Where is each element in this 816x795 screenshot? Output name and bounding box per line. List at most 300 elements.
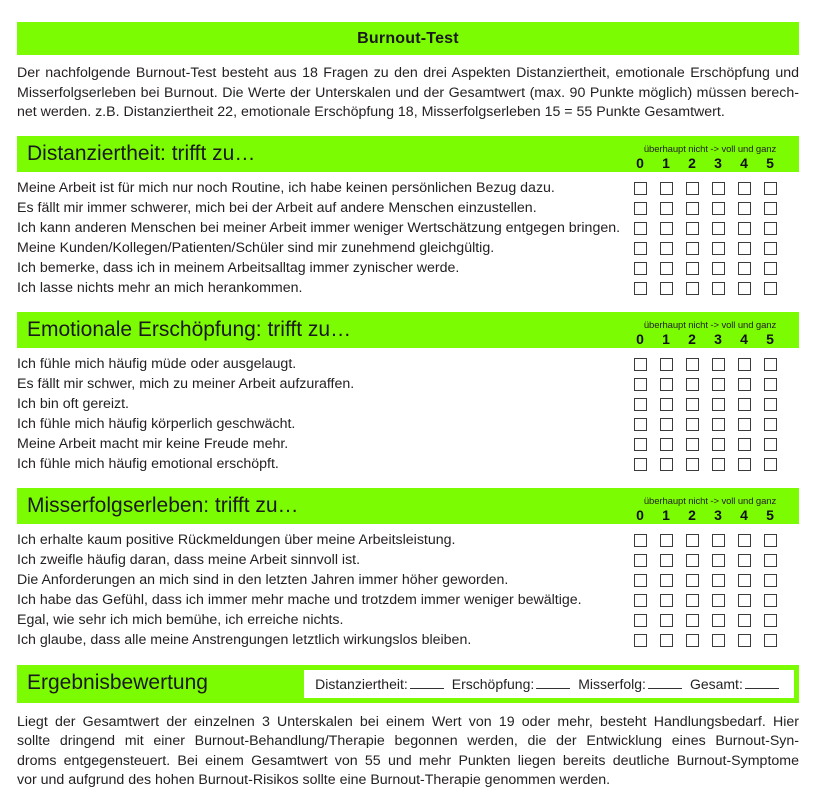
answer-checkbox[interactable] bbox=[660, 634, 673, 647]
answer-checkbox[interactable] bbox=[764, 202, 777, 215]
answer-checkbox[interactable] bbox=[712, 458, 725, 471]
answer-checkbox-cell[interactable] bbox=[731, 438, 757, 451]
outro-line: sollte dringend mit einer Burnout-Behandlung/Therapie begonnen werden, die der Entwicklung eines Burnout-Syn- bbox=[17, 733, 799, 749]
answer-checkbox-cell[interactable] bbox=[705, 182, 731, 195]
answer-checkbox[interactable] bbox=[634, 534, 647, 547]
answer-checkbox-group bbox=[623, 418, 799, 431]
answer-checkbox[interactable] bbox=[738, 282, 751, 295]
answer-checkbox[interactable] bbox=[634, 222, 647, 235]
answer-checkbox-cell[interactable] bbox=[653, 614, 679, 627]
answer-checkbox-cell[interactable] bbox=[731, 458, 757, 471]
answer-checkbox[interactable] bbox=[712, 282, 725, 295]
answer-checkbox-cell[interactable] bbox=[679, 358, 705, 371]
answer-checkbox-group bbox=[623, 182, 799, 195]
answer-checkbox-cell[interactable] bbox=[653, 378, 679, 391]
answer-checkbox-cell[interactable] bbox=[653, 418, 679, 431]
answer-checkbox-cell[interactable] bbox=[627, 438, 653, 451]
answer-checkbox-cell[interactable] bbox=[757, 398, 783, 411]
result-field-gesamt[interactable] bbox=[690, 676, 783, 692]
answer-checkbox-cell[interactable] bbox=[731, 634, 757, 647]
answer-checkbox-cell[interactable] bbox=[705, 222, 731, 235]
result-field-label: Erschöpfung: bbox=[451, 675, 535, 692]
answer-checkbox[interactable] bbox=[712, 222, 725, 235]
answer-checkbox-cell[interactable] bbox=[627, 614, 653, 627]
answer-checkbox-cell[interactable] bbox=[705, 554, 731, 567]
answer-checkbox[interactable] bbox=[738, 358, 751, 371]
answer-checkbox-group bbox=[623, 458, 799, 471]
answer-checkbox[interactable] bbox=[660, 534, 673, 547]
answer-checkbox[interactable] bbox=[764, 634, 777, 647]
answer-checkbox-cell[interactable] bbox=[627, 458, 653, 471]
answer-checkbox[interactable] bbox=[738, 594, 751, 607]
answer-checkbox-cell[interactable] bbox=[653, 398, 679, 411]
answer-checkbox-cell[interactable] bbox=[757, 594, 783, 607]
answer-checkbox[interactable] bbox=[764, 554, 777, 567]
answer-checkbox-cell[interactable] bbox=[679, 182, 705, 195]
answer-checkbox[interactable] bbox=[634, 554, 647, 567]
answer-checkbox[interactable] bbox=[712, 358, 725, 371]
answer-checkbox-cell[interactable] bbox=[757, 262, 783, 275]
question-row bbox=[17, 199, 799, 219]
answer-checkbox-cell[interactable] bbox=[705, 594, 731, 607]
answer-checkbox-cell[interactable] bbox=[627, 418, 653, 431]
answer-checkbox[interactable] bbox=[660, 614, 673, 627]
answer-checkbox-cell[interactable] bbox=[627, 242, 653, 255]
answer-checkbox[interactable] bbox=[660, 398, 673, 411]
result-field-blank[interactable] bbox=[745, 676, 779, 689]
answer-checkbox-cell[interactable] bbox=[627, 634, 653, 647]
answer-checkbox-group bbox=[623, 262, 799, 275]
answer-checkbox-cell[interactable] bbox=[679, 282, 705, 295]
question-list bbox=[17, 179, 799, 299]
answer-checkbox-cell[interactable] bbox=[679, 438, 705, 451]
result-field-label: Distanziertheit: bbox=[315, 675, 408, 692]
answer-checkbox-cell[interactable] bbox=[653, 358, 679, 371]
answer-checkbox[interactable] bbox=[634, 378, 647, 391]
answer-checkbox-cell[interactable] bbox=[731, 574, 757, 587]
answer-checkbox-cell[interactable] bbox=[757, 222, 783, 235]
result-field-blank[interactable] bbox=[648, 676, 682, 689]
answer-checkbox-cell[interactable] bbox=[653, 594, 679, 607]
answer-checkbox-cell[interactable] bbox=[627, 202, 653, 215]
scale-header bbox=[623, 496, 799, 524]
answer-checkbox[interactable] bbox=[712, 202, 725, 215]
answer-checkbox[interactable] bbox=[738, 458, 751, 471]
answer-checkbox-cell[interactable] bbox=[653, 458, 679, 471]
answer-checkbox[interactable] bbox=[738, 398, 751, 411]
answer-checkbox[interactable] bbox=[712, 398, 725, 411]
question-text: Ich fühle mich häufig körperlich geschwächt. bbox=[17, 416, 296, 432]
answer-checkbox[interactable] bbox=[712, 438, 725, 451]
result-score-fields[interactable] bbox=[304, 670, 794, 698]
answer-checkbox[interactable] bbox=[660, 242, 673, 255]
answer-checkbox-cell[interactable] bbox=[757, 202, 783, 215]
answer-checkbox[interactable] bbox=[764, 534, 777, 547]
answer-checkbox[interactable] bbox=[634, 398, 647, 411]
answer-checkbox[interactable] bbox=[738, 534, 751, 547]
answer-checkbox-cell[interactable] bbox=[653, 182, 679, 195]
answer-checkbox-cell[interactable] bbox=[757, 242, 783, 255]
answer-checkbox-cell[interactable] bbox=[653, 574, 679, 587]
answer-checkbox[interactable] bbox=[764, 438, 777, 451]
question-row bbox=[17, 531, 799, 551]
answer-checkbox[interactable] bbox=[660, 594, 673, 607]
answer-checkbox-cell[interactable] bbox=[705, 574, 731, 587]
answer-checkbox[interactable] bbox=[686, 398, 699, 411]
answer-checkbox-cell[interactable] bbox=[705, 202, 731, 215]
answer-checkbox[interactable] bbox=[764, 182, 777, 195]
intro-line: Der nachfolgende Burnout-Test besteht aus 18 Fragen zu den drei Aspekten Distanziertheit, emotionale Erschöpfung und bbox=[17, 65, 799, 81]
question-text: Ich habe das Gefühl, dass ich immer mehr mache und trotzdem immer weniger bewältige. bbox=[17, 592, 582, 608]
answer-checkbox-cell[interactable] bbox=[679, 378, 705, 391]
answer-checkbox-cell[interactable] bbox=[757, 418, 783, 431]
answer-checkbox-cell[interactable] bbox=[627, 182, 653, 195]
answer-checkbox-cell[interactable] bbox=[627, 222, 653, 235]
intro-line: net werden. z.B. Distanziertheit 22, emotionale Erschöpfung 18, Misserfolgserleben 15 = 55 Punkte Gesamtwert. bbox=[17, 104, 725, 120]
answer-checkbox-cell[interactable] bbox=[757, 554, 783, 567]
answer-checkbox-cell[interactable] bbox=[627, 574, 653, 587]
question-text: Ich zweifle häufig daran, dass meine Arbeit sinnvoll ist. bbox=[17, 552, 361, 568]
answer-checkbox[interactable] bbox=[660, 574, 673, 587]
answer-checkbox[interactable] bbox=[686, 182, 699, 195]
answer-checkbox[interactable] bbox=[738, 378, 751, 391]
answer-checkbox-cell[interactable] bbox=[627, 262, 653, 275]
answer-checkbox[interactable] bbox=[738, 222, 751, 235]
intro-line: Misserfolgserleben bei Burnout. Die Werte der Unterskalen und der Gesamtwert (max. 90 Punkte möglich) müssen berech- bbox=[17, 84, 799, 101]
scale-caption: überhaupt nicht -> voll und ganz bbox=[643, 319, 777, 331]
scale-number: 3 bbox=[714, 330, 722, 347]
answer-checkbox[interactable] bbox=[738, 574, 751, 587]
question-row bbox=[17, 631, 799, 651]
answer-checkbox[interactable] bbox=[686, 262, 699, 275]
question-row bbox=[17, 435, 799, 455]
answer-checkbox-group bbox=[623, 554, 799, 567]
answer-checkbox[interactable] bbox=[738, 202, 751, 215]
question-list bbox=[17, 531, 799, 651]
answer-checkbox[interactable] bbox=[660, 182, 673, 195]
answer-checkbox[interactable] bbox=[764, 378, 777, 391]
answer-checkbox-cell[interactable] bbox=[679, 534, 705, 547]
answer-checkbox[interactable] bbox=[686, 418, 699, 431]
answer-checkbox-cell[interactable] bbox=[757, 634, 783, 647]
answer-checkbox-cell[interactable] bbox=[627, 398, 653, 411]
answer-checkbox[interactable] bbox=[660, 358, 673, 371]
answer-checkbox[interactable] bbox=[764, 614, 777, 627]
answer-checkbox[interactable] bbox=[712, 594, 725, 607]
answer-checkbox[interactable] bbox=[712, 534, 725, 547]
answer-checkbox-cell[interactable] bbox=[731, 378, 757, 391]
answer-checkbox[interactable] bbox=[686, 534, 699, 547]
answer-checkbox[interactable] bbox=[634, 458, 647, 471]
answer-checkbox-cell[interactable] bbox=[653, 282, 679, 295]
answer-checkbox[interactable] bbox=[712, 614, 725, 627]
question-text: Meine Arbeit ist für mich nur noch Routine, ich habe keinen persönlichen Bezug dazu. bbox=[17, 180, 555, 196]
answer-checkbox-cell[interactable] bbox=[705, 418, 731, 431]
answer-checkbox-cell[interactable] bbox=[627, 534, 653, 547]
answer-checkbox-cell[interactable] bbox=[705, 398, 731, 411]
answer-checkbox[interactable] bbox=[634, 202, 647, 215]
answer-checkbox[interactable] bbox=[634, 594, 647, 607]
scale-caption: überhaupt nicht -> voll und ganz bbox=[643, 143, 777, 155]
question-text: Ich bemerke, dass ich in meinem Arbeitsalltag immer zynischer werde. bbox=[17, 260, 460, 276]
answer-checkbox[interactable] bbox=[686, 594, 699, 607]
answer-checkbox[interactable] bbox=[634, 418, 647, 431]
answer-checkbox[interactable] bbox=[738, 554, 751, 567]
scale-number: 5 bbox=[766, 506, 774, 523]
answer-checkbox[interactable] bbox=[660, 202, 673, 215]
answer-checkbox-cell[interactable] bbox=[653, 222, 679, 235]
answer-checkbox-cell[interactable] bbox=[731, 282, 757, 295]
answer-checkbox-cell[interactable] bbox=[679, 262, 705, 275]
answer-checkbox-cell[interactable] bbox=[679, 614, 705, 627]
answer-checkbox[interactable] bbox=[634, 438, 647, 451]
scale-number: 5 bbox=[766, 154, 774, 171]
answer-checkbox-cell[interactable] bbox=[653, 634, 679, 647]
result-field-distanziertheit[interactable] bbox=[315, 676, 448, 692]
scale-number: 2 bbox=[688, 506, 696, 523]
answer-checkbox-cell[interactable] bbox=[705, 282, 731, 295]
answer-checkbox-cell[interactable] bbox=[757, 378, 783, 391]
scale-number: 1 bbox=[662, 330, 670, 347]
answer-checkbox-group bbox=[623, 634, 799, 647]
answer-checkbox-cell[interactable] bbox=[679, 418, 705, 431]
question-text: Ich erhalte kaum positive Rückmeldungen über meine Arbeitsleistung. bbox=[17, 532, 456, 548]
section-header-band bbox=[17, 488, 799, 524]
answer-checkbox-cell[interactable] bbox=[679, 202, 705, 215]
answer-checkbox[interactable] bbox=[660, 554, 673, 567]
answer-checkbox[interactable] bbox=[686, 634, 699, 647]
outro-line: vor und aufgrund des hohen Burnout-Risikos sollte eine Burnout-Therapie genommen werden. bbox=[17, 772, 611, 788]
question-text: Die Anforderungen an mich sind in den letzten Jahren immer höher geworden. bbox=[17, 572, 509, 588]
answer-checkbox[interactable] bbox=[738, 634, 751, 647]
answer-checkbox-cell[interactable] bbox=[627, 554, 653, 567]
answer-checkbox-cell[interactable] bbox=[627, 358, 653, 371]
answer-checkbox[interactable] bbox=[660, 222, 673, 235]
answer-checkbox-cell[interactable] bbox=[731, 398, 757, 411]
scale-number: 4 bbox=[740, 154, 748, 171]
answer-checkbox[interactable] bbox=[686, 202, 699, 215]
answer-checkbox[interactable] bbox=[764, 242, 777, 255]
question-text: Ich bin oft gereizt. bbox=[17, 396, 129, 412]
answer-checkbox-cell[interactable] bbox=[627, 282, 653, 295]
answer-checkbox[interactable] bbox=[712, 574, 725, 587]
answer-checkbox-cell[interactable] bbox=[757, 534, 783, 547]
answer-checkbox[interactable] bbox=[660, 418, 673, 431]
answer-checkbox-cell[interactable] bbox=[731, 262, 757, 275]
section-title: Distanziertheit: trifft zu… bbox=[27, 141, 256, 165]
answer-checkbox[interactable] bbox=[686, 458, 699, 471]
question-row bbox=[17, 239, 799, 259]
answer-checkbox-cell[interactable] bbox=[679, 554, 705, 567]
answer-checkbox-cell[interactable] bbox=[653, 202, 679, 215]
question-row bbox=[17, 571, 799, 591]
answer-checkbox[interactable] bbox=[634, 358, 647, 371]
answer-checkbox[interactable] bbox=[634, 574, 647, 587]
answer-checkbox[interactable] bbox=[660, 262, 673, 275]
answer-checkbox-cell[interactable] bbox=[679, 458, 705, 471]
scale-number: 1 bbox=[662, 154, 670, 171]
answer-checkbox[interactable] bbox=[686, 242, 699, 255]
answer-checkbox[interactable] bbox=[738, 262, 751, 275]
answer-checkbox[interactable] bbox=[738, 418, 751, 431]
answer-checkbox-cell[interactable] bbox=[653, 438, 679, 451]
scale-numbers bbox=[623, 507, 797, 524]
answer-checkbox[interactable] bbox=[738, 438, 751, 451]
answer-checkbox-cell[interactable] bbox=[731, 554, 757, 567]
question-list bbox=[17, 355, 799, 475]
answer-checkbox-cell[interactable] bbox=[757, 182, 783, 195]
answer-checkbox-cell[interactable] bbox=[731, 614, 757, 627]
question-text: Ich glaube, dass alle meine Anstrengungen letztlich wirkungslos bleiben. bbox=[17, 632, 472, 648]
answer-checkbox[interactable] bbox=[634, 262, 647, 275]
question-text: Meine Arbeit macht mir keine Freude mehr. bbox=[17, 436, 289, 452]
question-text: Es fällt mir schwer, mich zu meiner Arbeit aufzuraffen. bbox=[17, 376, 355, 392]
answer-checkbox[interactable] bbox=[712, 418, 725, 431]
answer-checkbox[interactable] bbox=[686, 554, 699, 567]
answer-checkbox[interactable] bbox=[634, 242, 647, 255]
answer-checkbox-cell[interactable] bbox=[627, 594, 653, 607]
answer-checkbox[interactable] bbox=[764, 458, 777, 471]
result-field-label: Misserfolg: bbox=[578, 675, 646, 692]
answer-checkbox-group bbox=[623, 574, 799, 587]
answer-checkbox[interactable] bbox=[634, 614, 647, 627]
answer-checkbox-group bbox=[623, 438, 799, 451]
question-section bbox=[17, 488, 799, 651]
section-title: Misserfolgserleben: trifft zu… bbox=[27, 493, 299, 517]
answer-checkbox-cell[interactable] bbox=[705, 262, 731, 275]
answer-checkbox[interactable] bbox=[686, 358, 699, 371]
answer-checkbox[interactable] bbox=[764, 418, 777, 431]
answer-checkbox-cell[interactable] bbox=[679, 594, 705, 607]
answer-checkbox[interactable] bbox=[634, 634, 647, 647]
question-row bbox=[17, 179, 799, 199]
answer-checkbox[interactable] bbox=[712, 182, 725, 195]
answer-checkbox[interactable] bbox=[660, 458, 673, 471]
answer-checkbox-group bbox=[623, 282, 799, 295]
answer-checkbox[interactable] bbox=[712, 554, 725, 567]
scale-number: 1 bbox=[662, 506, 670, 523]
answer-checkbox-cell[interactable] bbox=[653, 554, 679, 567]
answer-checkbox-cell[interactable] bbox=[731, 358, 757, 371]
answer-checkbox-cell[interactable] bbox=[627, 378, 653, 391]
intro-paragraph bbox=[17, 64, 799, 123]
answer-checkbox[interactable] bbox=[634, 282, 647, 295]
answer-checkbox[interactable] bbox=[738, 242, 751, 255]
answer-checkbox-cell[interactable] bbox=[705, 438, 731, 451]
answer-checkbox[interactable] bbox=[764, 574, 777, 587]
answer-checkbox[interactable] bbox=[764, 262, 777, 275]
answer-checkbox-cell[interactable] bbox=[731, 242, 757, 255]
answer-checkbox-cell[interactable] bbox=[653, 262, 679, 275]
answer-checkbox-cell[interactable] bbox=[757, 438, 783, 451]
answer-checkbox-cell[interactable] bbox=[705, 534, 731, 547]
answer-checkbox[interactable] bbox=[738, 614, 751, 627]
answer-checkbox[interactable] bbox=[634, 182, 647, 195]
answer-checkbox[interactable] bbox=[686, 378, 699, 391]
answer-checkbox-cell[interactable] bbox=[705, 634, 731, 647]
answer-checkbox[interactable] bbox=[686, 574, 699, 587]
answer-checkbox-cell[interactable] bbox=[679, 398, 705, 411]
answer-checkbox[interactable] bbox=[660, 438, 673, 451]
outro-line: droms entgegensteuert. Bei einem Gesamtwert von 55 und mehr Punkten liegen bereits deutliche Burnout-Symptome bbox=[17, 752, 799, 769]
answer-checkbox-group bbox=[623, 614, 799, 627]
answer-checkbox-group bbox=[623, 534, 799, 547]
scale-numbers bbox=[623, 331, 797, 348]
answer-checkbox[interactable] bbox=[712, 242, 725, 255]
question-text: Ich fühle mich häufig müde oder ausgelaugt. bbox=[17, 356, 297, 372]
answer-checkbox-cell[interactable] bbox=[731, 202, 757, 215]
answer-checkbox-cell[interactable] bbox=[679, 222, 705, 235]
answer-checkbox-cell[interactable] bbox=[653, 534, 679, 547]
answer-checkbox[interactable] bbox=[738, 182, 751, 195]
answer-checkbox[interactable] bbox=[686, 222, 699, 235]
answer-checkbox-cell[interactable] bbox=[731, 534, 757, 547]
answer-checkbox-cell[interactable] bbox=[705, 358, 731, 371]
answer-checkbox[interactable] bbox=[764, 358, 777, 371]
answer-checkbox[interactable] bbox=[712, 262, 725, 275]
answer-checkbox-cell[interactable] bbox=[731, 418, 757, 431]
answer-checkbox[interactable] bbox=[686, 438, 699, 451]
answer-checkbox-cell[interactable] bbox=[679, 574, 705, 587]
question-section bbox=[17, 136, 799, 299]
result-field-erschoepfung[interactable] bbox=[452, 676, 575, 692]
answer-checkbox[interactable] bbox=[686, 282, 699, 295]
answer-checkbox[interactable] bbox=[686, 614, 699, 627]
question-row bbox=[17, 591, 799, 611]
answer-checkbox-cell[interactable] bbox=[705, 242, 731, 255]
answer-checkbox-cell[interactable] bbox=[679, 242, 705, 255]
answer-checkbox-cell[interactable] bbox=[705, 458, 731, 471]
answer-checkbox-group bbox=[623, 358, 799, 371]
answer-checkbox-cell[interactable] bbox=[757, 358, 783, 371]
answer-checkbox[interactable] bbox=[660, 282, 673, 295]
page-title: Burnout-Test bbox=[357, 29, 459, 47]
scale-number: 0 bbox=[636, 330, 644, 347]
section-title: Emotionale Erschöpfung: trifft zu… bbox=[27, 317, 352, 341]
answer-checkbox[interactable] bbox=[764, 222, 777, 235]
answer-checkbox[interactable] bbox=[712, 634, 725, 647]
answer-checkbox-group bbox=[623, 202, 799, 215]
answer-checkbox[interactable] bbox=[764, 282, 777, 295]
answer-checkbox-cell[interactable] bbox=[679, 634, 705, 647]
question-row bbox=[17, 279, 799, 299]
answer-checkbox-cell[interactable] bbox=[731, 222, 757, 235]
answer-checkbox-cell[interactable] bbox=[653, 242, 679, 255]
answer-checkbox[interactable] bbox=[660, 378, 673, 391]
answer-checkbox-cell[interactable] bbox=[731, 182, 757, 195]
scale-number: 4 bbox=[740, 506, 748, 523]
question-text: Ich lasse nichts mehr an mich herankommen. bbox=[17, 280, 303, 296]
question-text: Meine Kunden/Kollegen/Patienten/Schüler sind mir zunehmend gleichgültig. bbox=[17, 240, 495, 256]
answer-checkbox-cell[interactable] bbox=[705, 378, 731, 391]
result-field-blank[interactable] bbox=[536, 676, 570, 689]
question-text: Ich kann anderen Menschen bei meiner Arbeit immer weniger Wertschätzung entgegen bringen. bbox=[17, 220, 621, 236]
result-field-misserfolg[interactable] bbox=[578, 676, 686, 692]
answer-checkbox-cell[interactable] bbox=[731, 594, 757, 607]
answer-checkbox[interactable] bbox=[712, 378, 725, 391]
answer-checkbox-group bbox=[623, 594, 799, 607]
answer-checkbox-cell[interactable] bbox=[757, 282, 783, 295]
answer-checkbox[interactable] bbox=[764, 398, 777, 411]
answer-checkbox-cell[interactable] bbox=[757, 458, 783, 471]
answer-checkbox-cell[interactable] bbox=[705, 614, 731, 627]
answer-checkbox-cell[interactable] bbox=[757, 574, 783, 587]
scale-header bbox=[623, 144, 799, 172]
answer-checkbox[interactable] bbox=[764, 594, 777, 607]
answer-checkbox-cell[interactable] bbox=[757, 614, 783, 627]
section-header-band bbox=[17, 312, 799, 348]
result-field-blank[interactable] bbox=[410, 676, 444, 689]
